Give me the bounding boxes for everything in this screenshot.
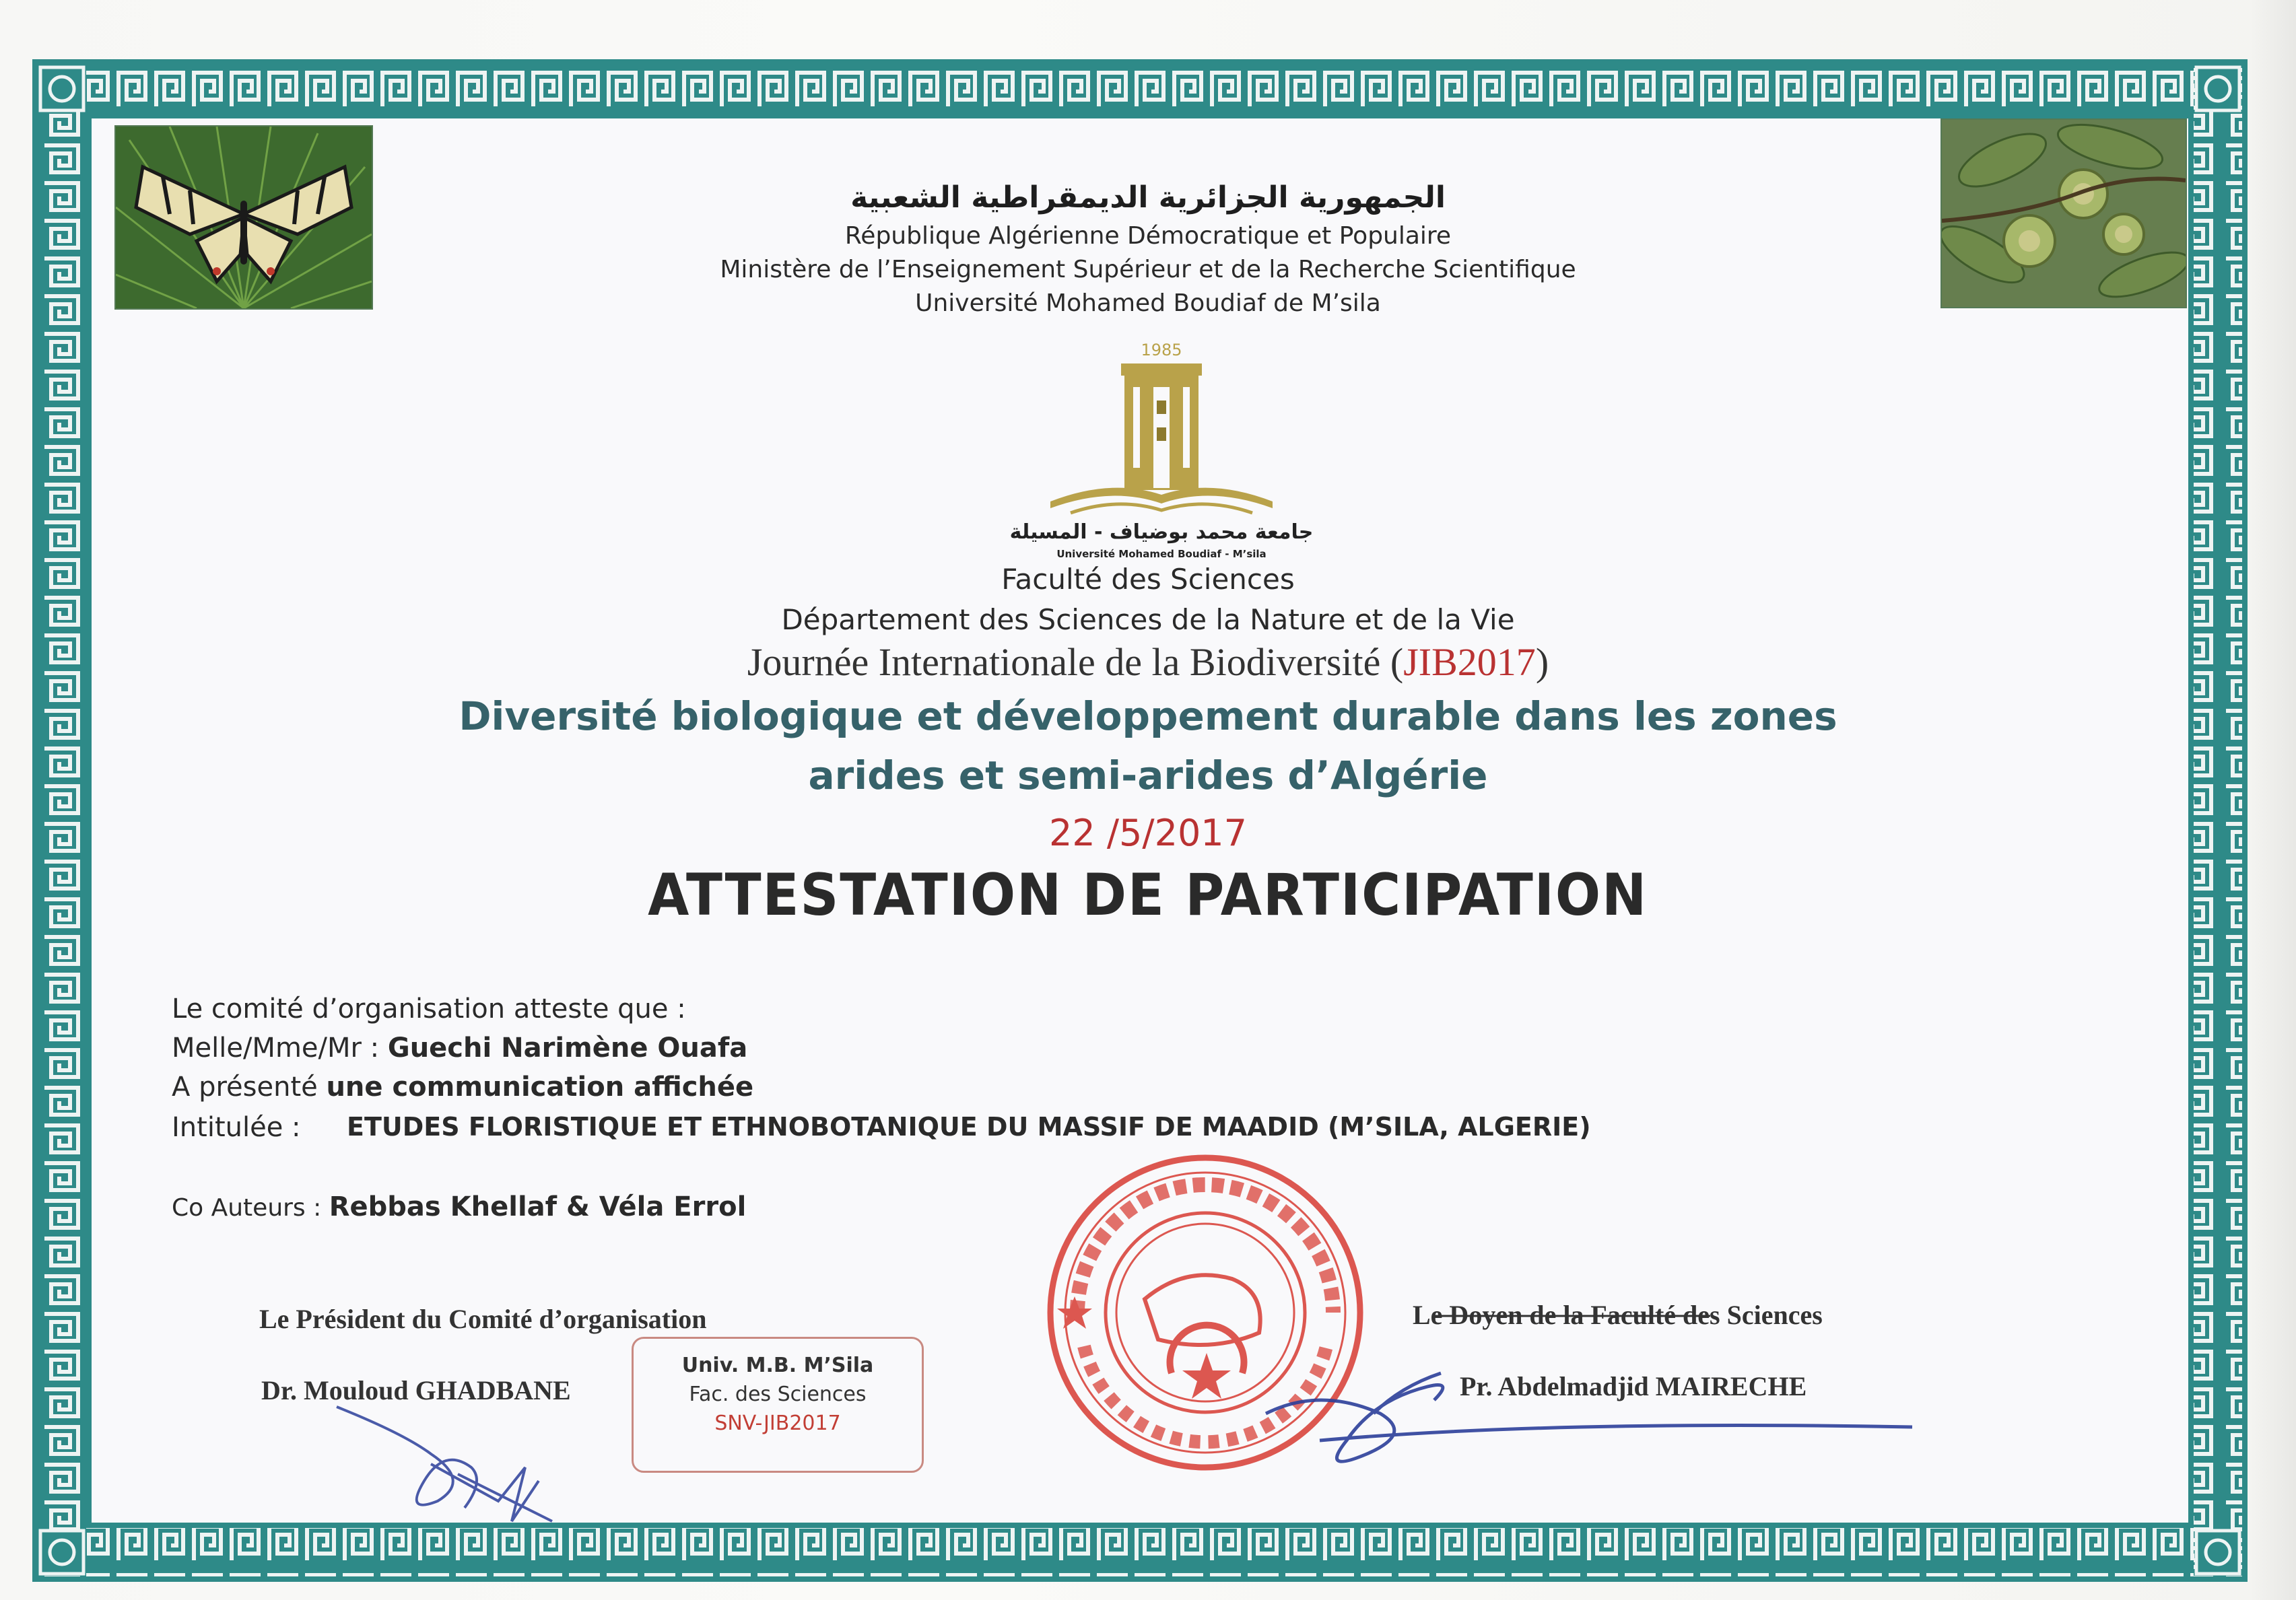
communication-title: ETUDES FLORISTIQUE ET ETHNOBOTANIQUE DU MASSIF DE MAADID (M’SILA, ALGERIE) <box>347 1112 1591 1142</box>
university-stamp-box <box>632 1337 924 1473</box>
university-logo <box>1010 337 1313 565</box>
participant-line <box>172 1033 747 1064</box>
attestation-intro: Le comité d’organisation atteste que : <box>172 994 686 1024</box>
logo-year: 1985 <box>1141 341 1182 359</box>
presentation-line <box>172 1072 753 1103</box>
event-acronym: JIB2017 <box>1403 640 1536 684</box>
participant-name: Guechi Narimène Ouafa <box>387 1033 748 1064</box>
presentation-type: une communication affichée <box>326 1072 754 1103</box>
stamp-line-1: Univ. M.B. M’Sila <box>681 1354 874 1377</box>
presented-label: A présenté <box>172 1072 327 1103</box>
certificate-title: ATTESTATION DE PARTICIPATION <box>648 862 1648 929</box>
event-title-suffix: ) <box>1535 640 1549 684</box>
faculty-name: Faculté des Sciences <box>1001 563 1295 596</box>
coauthors-line <box>172 1191 746 1222</box>
event-date: 22 /5/2017 <box>1048 812 1248 854</box>
event-title <box>0 639 2296 685</box>
arabic-republic-title: الجمهورية الجزائرية الديمقراطية الشعبية <box>850 180 1446 215</box>
department-name: Département des Sciences de la Nature et de la Vie <box>781 603 1515 636</box>
participant-label: Melle/Mme/Mr : <box>172 1033 388 1064</box>
logo-latin-name: Université Mohamed Boudiaf - M’sila <box>1056 548 1267 560</box>
president-name: Dr. Mouloud GHADBANE <box>261 1375 571 1405</box>
title-label: Intitulée : <box>172 1112 301 1143</box>
ministry-line: Ministère de l’Enseignement Supérieur et de la Recherche Scientifique <box>720 256 1576 283</box>
dean-name: Pr. Abdelmadjid MAIRECHE <box>1460 1371 1807 1401</box>
stamp-line-3: SNV-JIB2017 <box>714 1412 841 1435</box>
coauthors-names: Rebbas Khellaf & Véla Errol <box>329 1191 747 1222</box>
event-title-prefix: Journée Internationale de la Biodiversité ( <box>747 640 1404 684</box>
president-role: Le Président du Comité d’organisation <box>259 1304 707 1334</box>
stamp-line-2: Fac. des Sciences <box>689 1383 867 1406</box>
republic-line: République Algérienne Démocratique et Populaire <box>844 222 1452 250</box>
event-theme-line-1: Diversité biologique et développement durable dans les zones <box>459 693 1837 739</box>
dean-role: Le Doyen de la Faculté des Sciences <box>1413 1300 1823 1330</box>
logo-arabic-name: جامعة محمد بوضياف - المسيلة <box>1010 520 1313 544</box>
coauthors-label: Co Auteurs : <box>172 1194 329 1222</box>
university-line: Université Mohamed Boudiaf de M’sila <box>915 289 1381 317</box>
event-theme-line-2: arides et semi-arides d’Algérie <box>808 753 1488 798</box>
